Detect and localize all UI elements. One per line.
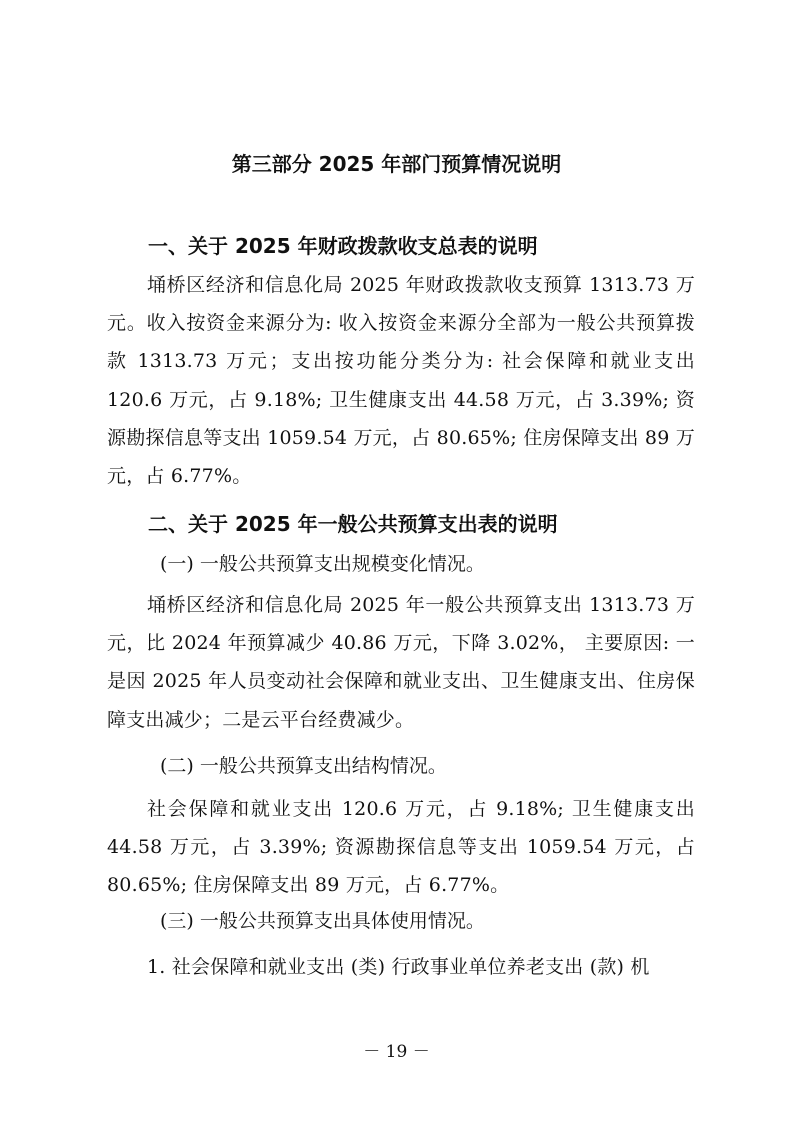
subsection-3-heading: (三) 一般公共预算支出具体使用情况。	[160, 910, 485, 932]
section-1-heading: 一、关于 2025 年财政拨款收支总表的说明	[148, 234, 538, 258]
section-1-paragraph: 埇桥区经济和信息化局 2025 年财政拨款收支预算 1313.73 万元。收入按资金来源分为: 收入按资金来源分全部为一般公共预算拨款 1313.73 万元；支出按功能分类分为: 社会保障和就业支出 120.6 万元，占 9.18%; 卫生健康支出 44.58 万元，占 3.39%; 资源勘探信息等支出 1059.54 万元，占 80.65%; 住房保障支出 89 万元，占 6.77%。	[107, 274, 695, 488]
page-title: 第三部分 2025 年部门预算情况说明	[231, 152, 562, 176]
subsection-2-paragraph: 社会保障和就业支出 120.6 万元，占 9.18%; 卫生健康支出 44.58 万元，占 3.39%; 资源勘探信息等支出 1059.54 万元，占 80.65%; 住房保障支出 89 万元，占 6.77%。	[107, 798, 695, 897]
subsection-2-heading: (二) 一般公共预算支出结构情况。	[160, 755, 447, 777]
page-number: － 19 －	[363, 1042, 430, 1062]
subsection-1-paragraph: 埇桥区经济和信息化局 2025 年一般公共预算支出 1313.73 万元，比 2024 年预算减少 40.86 万元，下降 3.02%， 主要原因: 一是因 2025 年人员变动社会保障和就业支出、卫生健康支出、住房保障支出减少；二是云平台经费减少。	[107, 594, 695, 731]
section-2-heading: 二、关于 2025 年一般公共预算支出表的说明	[148, 512, 558, 536]
subsection-3-paragraph: 1. 社会保障和就业支出 (类) 行政事业单位养老支出 (款) 机	[147, 956, 650, 978]
subsection-1-heading: (一) 一般公共预算支出规模变化情况。	[160, 553, 485, 575]
